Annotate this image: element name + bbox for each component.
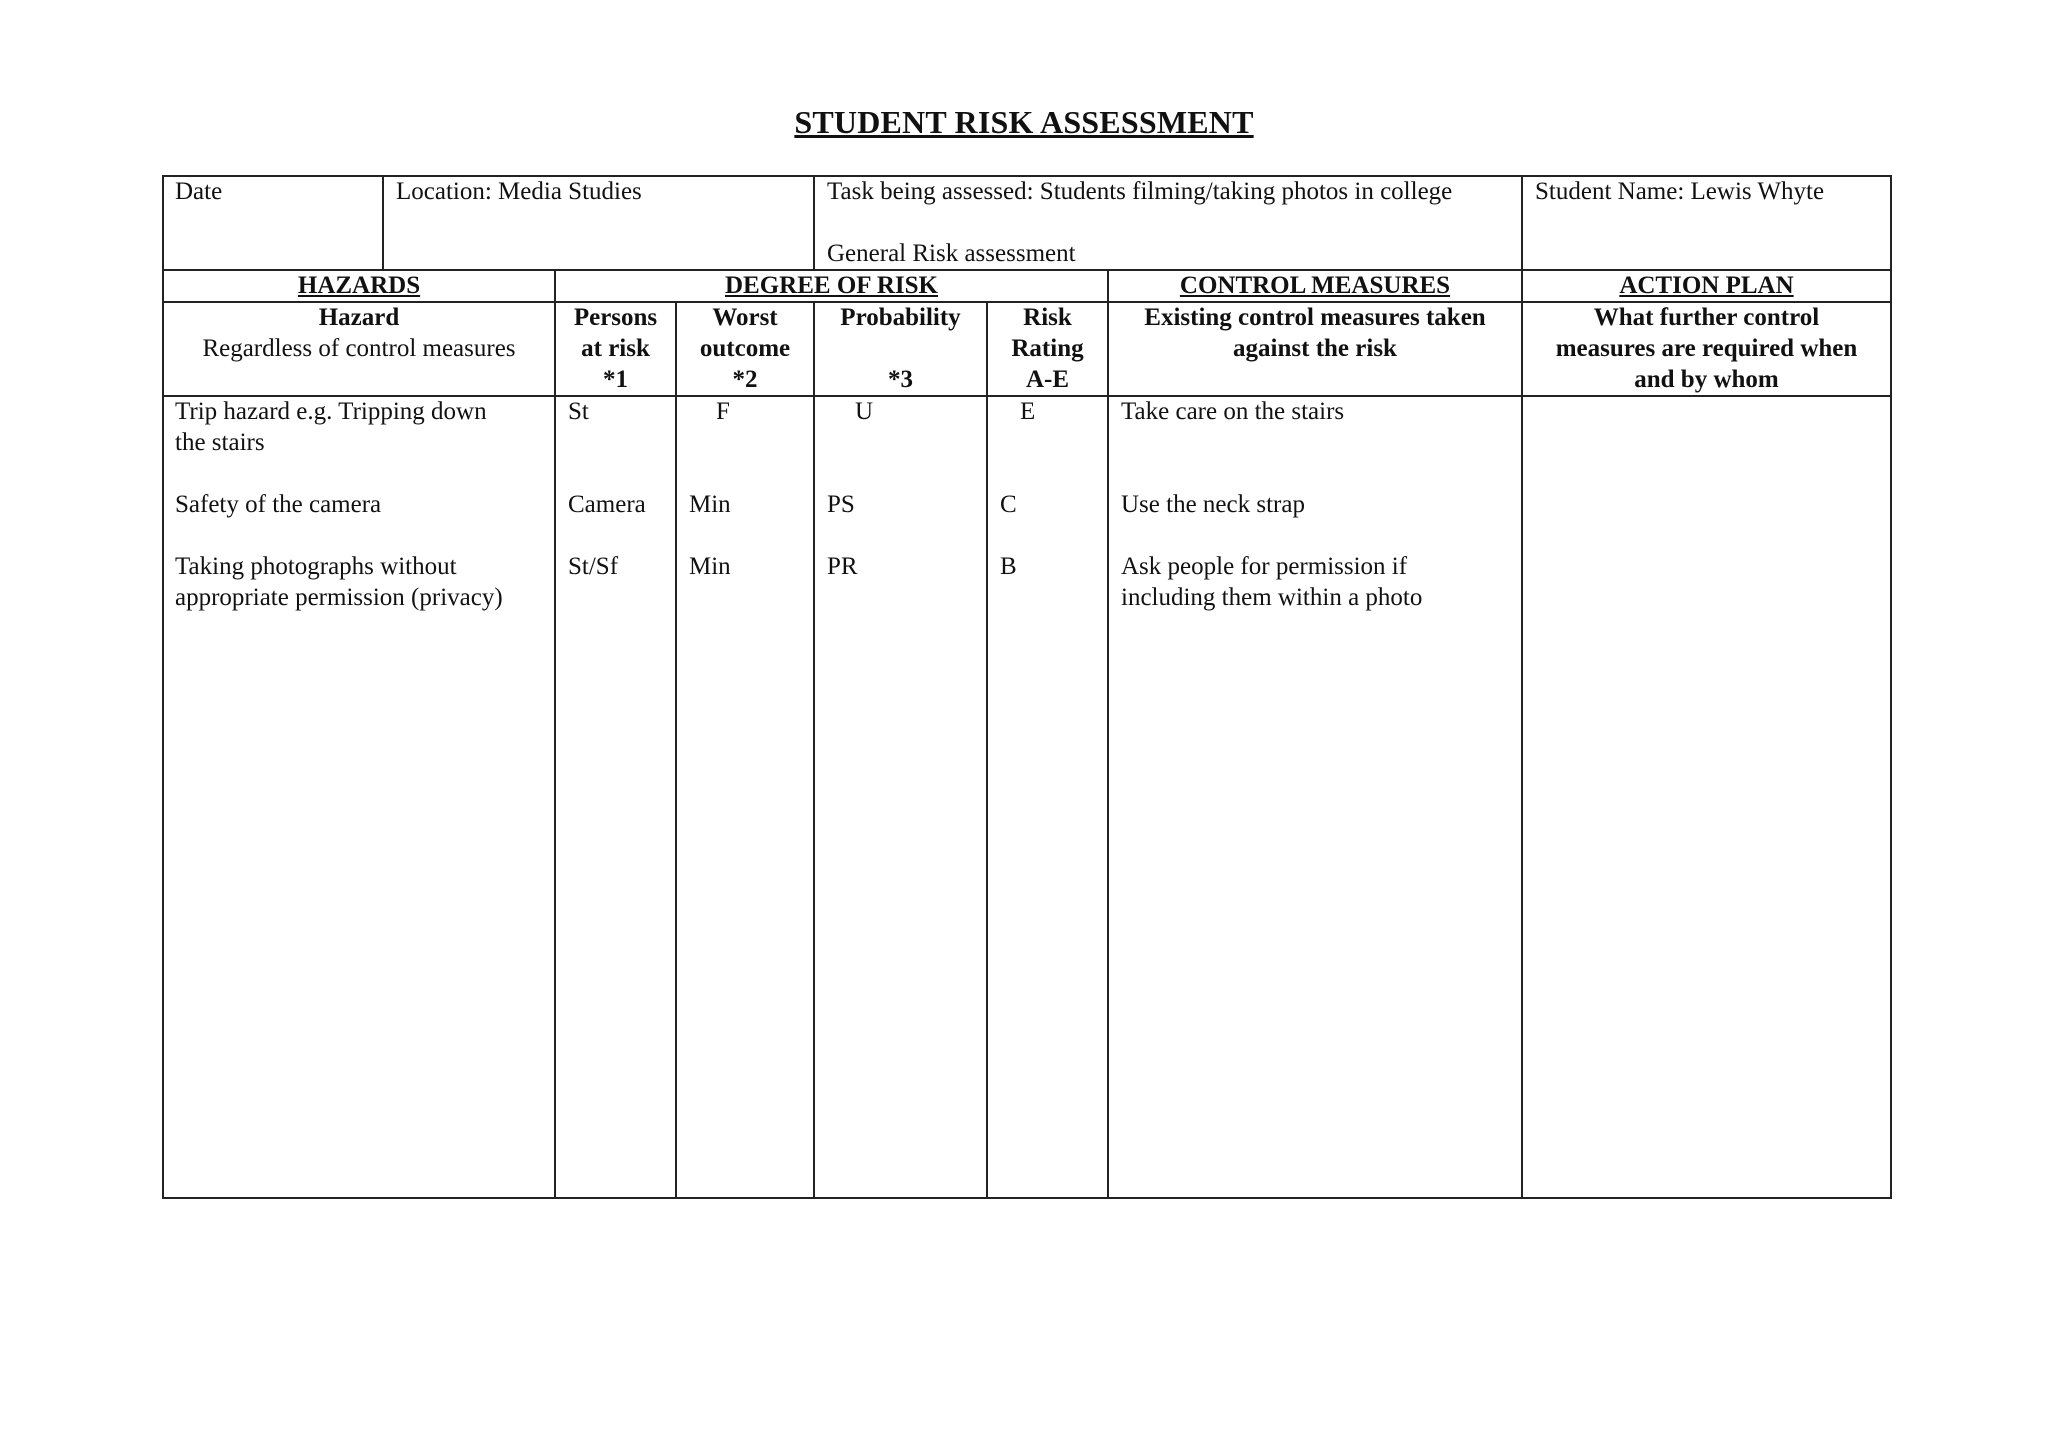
table-row-3-rating: B bbox=[1000, 553, 1017, 580]
column-header-probability: Probability *3 bbox=[840, 304, 961, 393]
student-name-field: Student Name: Lewis Whyte bbox=[1535, 178, 1825, 205]
table-row-3-worst: Min bbox=[689, 553, 731, 580]
table-row-1-control: Take care on the stairs bbox=[1121, 398, 1345, 425]
column-divider-1 bbox=[554, 301, 556, 1199]
table-row-1-probability: U bbox=[855, 398, 874, 425]
column-header-risk-rating: Risk Rating A-E bbox=[1011, 304, 1084, 393]
section-control-measures: CONTROL MEASURES bbox=[1179, 272, 1451, 299]
section-hazards: HAZARDS bbox=[297, 272, 421, 299]
column-divider-4 bbox=[986, 301, 988, 1199]
column-divider-3 bbox=[813, 301, 815, 1199]
location-field: Location: Media Studies bbox=[396, 178, 642, 205]
task-field: Task being assessed: Students filming/taking photos in college bbox=[827, 178, 1453, 205]
table-row-1-persons: St bbox=[568, 398, 589, 425]
table-row-2-control: Use the neck strap bbox=[1121, 491, 1305, 518]
table-row-2-worst: Min bbox=[689, 491, 731, 518]
table-row-2-probability: PS bbox=[827, 491, 855, 518]
table-row-3-persons: St/Sf bbox=[568, 553, 619, 580]
column-header-further-controls: What further control measures are required when and by whom bbox=[1555, 304, 1858, 393]
table-row-2-persons: Camera bbox=[568, 491, 646, 518]
table-row-3-control: Ask people for permission if including them within a photo bbox=[1121, 553, 1423, 611]
column-divider-6 bbox=[1521, 301, 1523, 1199]
table-row-1-rating: E bbox=[1020, 398, 1036, 425]
table-row-2-hazard: Safety of the camera bbox=[175, 491, 382, 518]
info-divider-2 bbox=[813, 175, 815, 271]
info-divider-3 bbox=[1521, 175, 1523, 271]
column-header-existing-controls: Existing control measures taken against the risk bbox=[1144, 304, 1486, 362]
column-divider-2 bbox=[675, 301, 677, 1199]
column-header-hazard: Hazard bbox=[318, 304, 400, 331]
column-header-persons-at-risk: Persons at risk *1 bbox=[573, 304, 658, 393]
table-row-2-rating: C bbox=[1000, 491, 1017, 518]
table-row-3-hazard: Taking photographs without appropriate permission (privacy) bbox=[175, 553, 503, 611]
page-title: STUDENT RISK ASSESSMENT bbox=[794, 104, 1254, 140]
task-note: General Risk assessment bbox=[827, 240, 1076, 267]
table-border-right bbox=[1890, 175, 1892, 1199]
section-degree-of-risk: DEGREE OF RISK bbox=[724, 272, 938, 299]
column-header-hazard-subtitle: Regardless of control measures bbox=[202, 335, 516, 362]
table-border-bottom bbox=[162, 1197, 1892, 1199]
section-action-plan: ACTION PLAN bbox=[1619, 272, 1794, 299]
column-header-worst-outcome: Worst outcome *2 bbox=[699, 304, 791, 393]
table-row-1-hazard: Trip hazard e.g. Tripping down the stairs bbox=[175, 398, 487, 456]
table-row-3-probability: PR bbox=[827, 553, 858, 580]
info-divider-1 bbox=[382, 175, 384, 271]
date-label: Date bbox=[175, 178, 223, 205]
column-divider-5 bbox=[1107, 301, 1109, 1199]
table-row-1-worst: F bbox=[716, 398, 730, 425]
